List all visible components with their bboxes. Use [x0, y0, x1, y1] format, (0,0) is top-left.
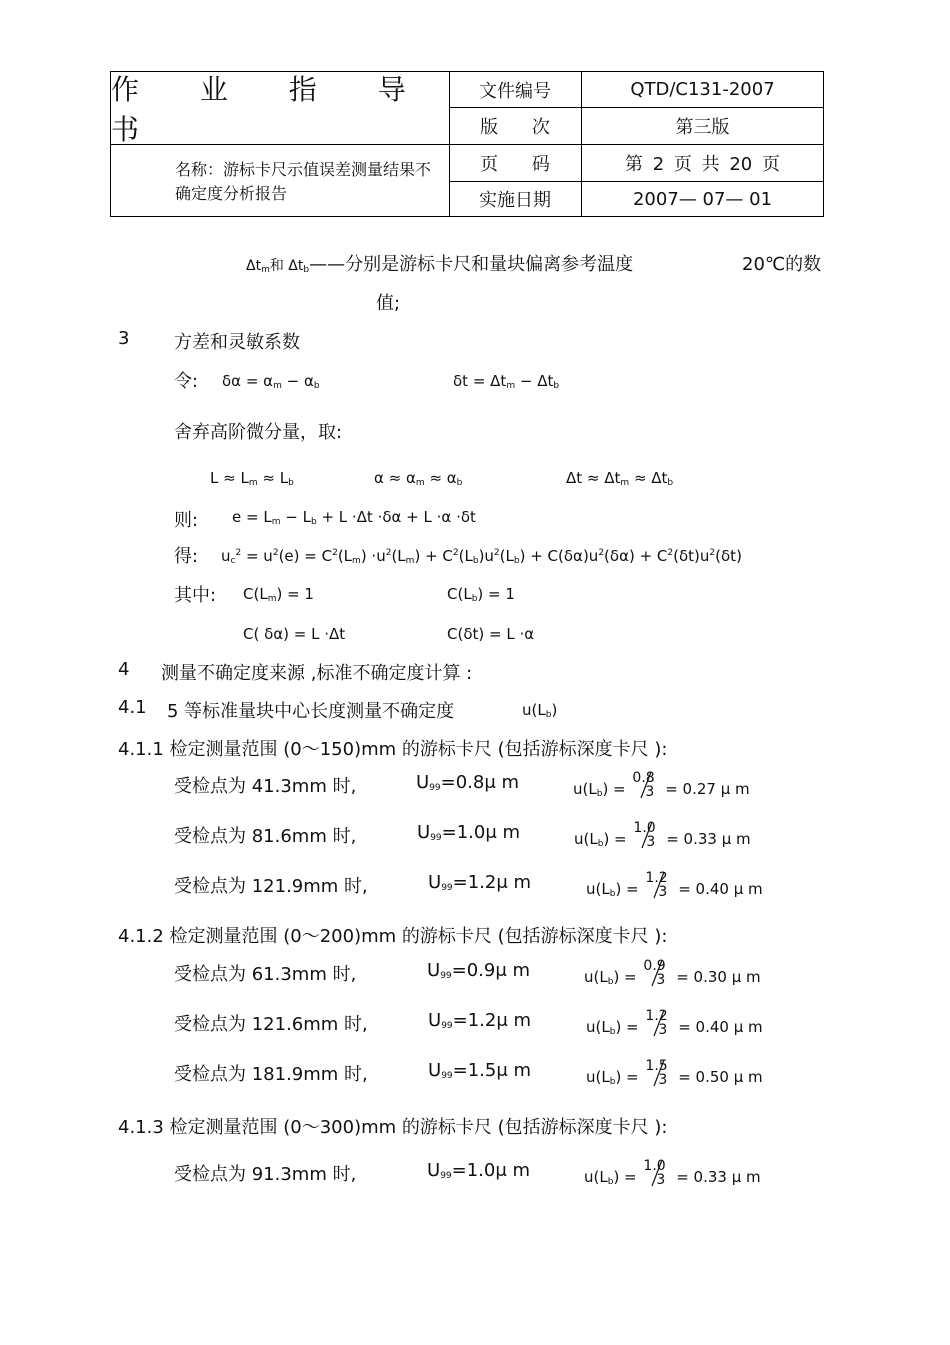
checkpoint-1-result: = 0.33 μ m	[666, 830, 751, 848]
checkpoint-2-result: = 0.40 μ m	[678, 880, 763, 898]
fraction	[641, 1158, 671, 1192]
edition-label: 版 次	[480, 117, 550, 138]
coef-delta-t: C(δt) = L ·α	[447, 625, 535, 643]
fraction-numerator: 1.2	[645, 1008, 668, 1024]
checkpoint-4-U-value: 1.2μ m	[467, 1010, 532, 1031]
section-3-title: 方差和灵敏系数	[174, 332, 300, 353]
checkpoint-5-result: = 0.50 μ m	[678, 1068, 763, 1086]
checkpoint-1-point: 受检点为 81.6mm 时,	[174, 826, 357, 847]
checkpoint-2-formula: $u(L_b)$ = 1.2 3 = 0.40 μ m	[586, 874, 763, 904]
checkpoint-1-formula: $u(L_b)$ = 1.0 3 = 0.33 μ m	[574, 824, 751, 854]
coef-delta-alpha: C( δα) = L ·Δt	[243, 625, 346, 643]
section-4-1-2: 4.1.2 检定测量范围 (0～200)mm 的游标卡尺 (包括游标深度卡尺 ):	[118, 926, 668, 947]
equation-delta-alpha: $\delta\alpha = \alpha_m - \alpha_b$	[222, 372, 320, 391]
checkpoint-5-U-value: 1.5μ m	[467, 1060, 532, 1081]
drop-higher-order-text: 舍弃高阶微分量，取:	[174, 422, 343, 443]
checkpoint-0-point: 受检点为 41.3mm 时,	[174, 776, 357, 797]
checkpoint-1-U: $U_{99}=1.0\mu$ m	[417, 822, 521, 843]
fraction	[643, 1008, 673, 1042]
checkpoint-6-U: $U_{99}=1.0\mu$ m	[427, 1160, 531, 1181]
checkpoint-4-U: $U_{99}=1.2\mu$ m	[428, 1010, 532, 1031]
checkpoint-0-U: $U_{99}=0.8\mu$ m	[416, 772, 520, 793]
edition-value: 第三版	[675, 117, 730, 138]
coef-Lb: $C(L_b) = 1$	[447, 585, 515, 604]
delta-definition-cont: 值;	[376, 293, 401, 314]
fraction-numerator: 1.0	[643, 1158, 666, 1174]
fraction-denominator: 3	[658, 1022, 668, 1038]
fraction-numerator: 0.9	[643, 958, 666, 974]
fraction-denominator: 3	[658, 884, 668, 900]
fraction-denominator: 3	[656, 972, 666, 988]
checkpoint-6-point: 受检点为 91.3mm 时,	[174, 1164, 357, 1185]
coef-Lm: $C(L_m) = 1$	[243, 585, 314, 604]
fraction	[630, 770, 660, 804]
checkpoint-6-formula: $u(L_b)$ = 1.0 3 = 0.33 μ m	[584, 1162, 761, 1192]
section-4-number: 4	[118, 659, 130, 680]
section-4-1-title: 5 等标准量块中心长度测量不确定度	[167, 701, 455, 722]
checkpoint-3-U: $U_{99}=0.9\mu$ m	[427, 960, 531, 981]
fraction	[631, 820, 661, 854]
fraction-denominator: 3	[656, 1172, 666, 1188]
file-no-label: 文件编号	[479, 80, 551, 102]
doc-name: 名称：游标卡尺示值误差测量结果不确定度分析报告	[175, 160, 432, 203]
checkpoint-6-result: = 0.33 μ m	[676, 1168, 761, 1186]
equation-error-model: $e = L_m - L_b + L \cdot\Delta t \cdot\delta\alpha + L \cdot\alpha \cdot\delta t$	[232, 508, 476, 527]
fraction	[643, 870, 673, 904]
delta-definition-temp: 20℃的数	[742, 254, 822, 275]
fraction	[641, 958, 671, 992]
checkpoint-3-result: = 0.30 μ m	[676, 968, 761, 986]
checkpoint-4-formula: $u(L_b)$ = 1.2 3 = 0.40 μ m	[586, 1012, 763, 1042]
section-4-1-1: 4.1.1 检定测量范围 (0～150)mm 的游标卡尺 (包括游标深度卡尺 ):	[118, 739, 668, 760]
fraction-denominator: 3	[645, 784, 655, 800]
fraction-numerator: 0.8	[632, 770, 655, 786]
let-label: 令:	[174, 371, 199, 392]
date-label: 实施日期	[479, 190, 551, 211]
equation-delta-t: $\delta t = \Delta t_m - \Delta t_b$	[453, 372, 560, 391]
checkpoint-6-U-value: 1.0μ m	[466, 1160, 531, 1181]
fraction-numerator: 1.0	[633, 820, 656, 836]
checkpoint-0-U-value: 0.8μ m	[455, 772, 520, 793]
checkpoint-2-U: $U_{99}=1.2\mu$ m	[428, 872, 532, 893]
fraction-numerator: 1.5	[645, 1058, 668, 1074]
fraction	[643, 1058, 673, 1092]
equation-approx-dt: $\Delta t \approx \Delta t_m \approx \Delta t_b$	[566, 469, 674, 488]
file-no-value: QTD/C131-2007	[630, 79, 775, 100]
get-label: 得:	[174, 546, 199, 567]
checkpoint-5-U: $U_{99}=1.5\mu$ m	[428, 1060, 532, 1081]
doc-title: 作 业 指 导 书	[111, 73, 432, 146]
checkpoint-2-U-value: 1.2μ m	[467, 872, 532, 893]
checkpoint-0-formula: $u(L_b)$ = 0.8 3 = 0.27 μ m	[573, 774, 750, 804]
checkpoint-1-U-value: 1.0μ m	[456, 822, 521, 843]
checkpoint-5-formula: $u(L_b)$ = 1.5 3 = 0.50 μ m	[586, 1062, 763, 1092]
section-3-number: 3	[118, 328, 130, 349]
equation-combined-uncertainty: $u_c^2 = u^2(e) = C^2(L_m) \cdot u^2(L_m) + C^2(L_b)u^2(L_b) + C(\delta\alpha)u^2(\delta\alpha) + C^2(\delta t)u^2(\delta t)$	[221, 547, 742, 566]
document-header-table	[110, 71, 824, 217]
checkpoint-4-point: 受检点为 121.6mm 时,	[174, 1014, 368, 1035]
checkpoint-3-formula: $u(L_b)$ = 0.9 3 = 0.30 μ m	[584, 962, 761, 992]
checkpoint-4-result: = 0.40 μ m	[678, 1018, 763, 1036]
equation-approx-L: $L \approx L_m \approx L_b$	[210, 469, 294, 488]
fraction-denominator: 3	[646, 834, 656, 850]
checkpoint-3-point: 受检点为 61.3mm 时,	[174, 964, 357, 985]
fraction-numerator: 1.2	[645, 870, 668, 886]
delta-definition: $\Delta t_m$和 $\Delta t_b——$分别是游标卡尺和量块偏离参考温度	[246, 254, 634, 275]
checkpoint-0-result: = 0.27 μ m	[665, 780, 750, 798]
checkpoint-3-U-value: 0.9μ m	[466, 960, 531, 981]
equation-approx-alpha: $\alpha \approx \alpha_m \approx \alpha_b$	[374, 469, 463, 488]
where-label: 其中:	[174, 585, 217, 606]
section-4-1-number: 4.1	[118, 697, 147, 718]
checkpoint-5-point: 受检点为 181.9mm 时,	[174, 1064, 368, 1085]
section-4-title: 测量不确定度来源 ,标准不确定度计算 :	[161, 663, 473, 684]
then-label: 则:	[174, 510, 199, 531]
date-value: 2007— 07— 01	[632, 188, 773, 210]
page-label: 页 码	[480, 154, 550, 175]
doc-title-cell	[111, 72, 449, 144]
u-Lb-symbol: $u(L_b)$	[522, 701, 558, 720]
section-4-1-3: 4.1.3 检定测量范围 (0～300)mm 的游标卡尺 (包括游标深度卡尺 ):	[118, 1117, 668, 1138]
page-value: 第 2 页 共 20 页	[625, 154, 780, 175]
delta-definition-text: ——分别是游标卡尺和量块偏离参考温度	[309, 254, 634, 275]
checkpoint-2-point: 受检点为 121.9mm 时,	[174, 876, 368, 897]
fraction-denominator: 3	[658, 1072, 668, 1088]
